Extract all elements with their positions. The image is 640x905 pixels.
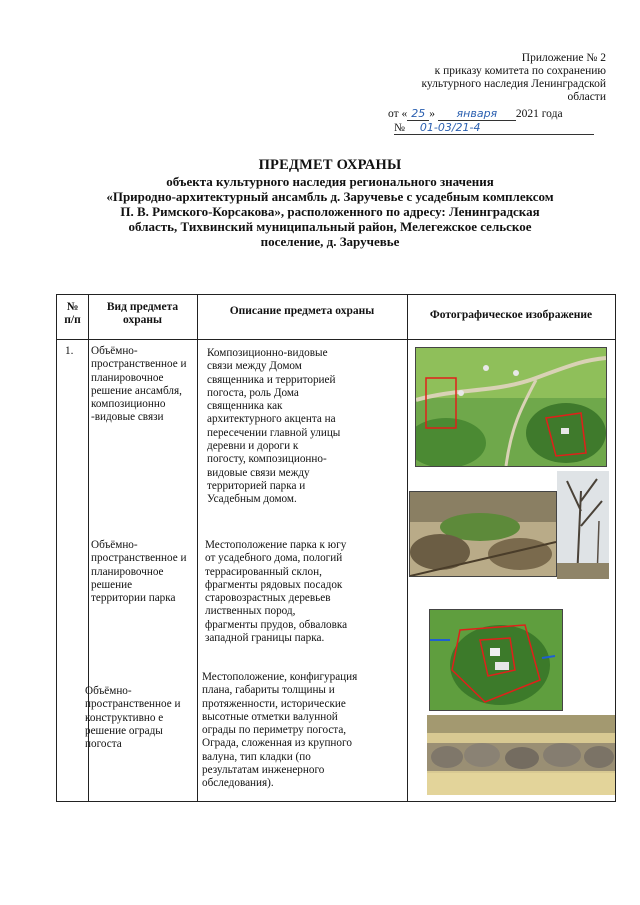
item-description bbox=[205, 539, 405, 645]
type-line: пространственное и bbox=[91, 358, 187, 371]
header-number-line: № bbox=[66, 301, 79, 313]
header-description: Описание предмета охраны bbox=[229, 305, 375, 317]
desc-line: Местоположение, конфигурация bbox=[202, 671, 358, 683]
appendix-line: к приказу комитета по сохранению bbox=[434, 65, 606, 77]
desc-line: Усадебным домом. bbox=[207, 493, 297, 506]
trees-image bbox=[557, 471, 609, 579]
order-number bbox=[394, 121, 594, 135]
table-divider bbox=[57, 339, 615, 340]
type-line: Объёмно- bbox=[91, 539, 138, 551]
desc-line: высотные отметки валунной bbox=[202, 710, 338, 723]
churchyard-map-image bbox=[430, 610, 562, 710]
desc-line: Местоположение парка к югу bbox=[205, 539, 347, 551]
type-line: территории парка bbox=[91, 592, 176, 605]
type-line: планировочное bbox=[91, 371, 164, 384]
type-line: решение ансамбля, bbox=[91, 384, 182, 397]
table-divider bbox=[197, 295, 198, 801]
desc-line: валуна, тип кладки (по bbox=[202, 750, 311, 763]
park-slope-image bbox=[410, 492, 556, 576]
header-number bbox=[57, 301, 88, 327]
desc-line: старовозрастных деревьев bbox=[205, 592, 331, 605]
date-year: 2021 года bbox=[515, 108, 563, 120]
title-line: «Природно-архитектурный ансамбль д. Заручевье с усадебным комплексом bbox=[106, 189, 554, 204]
item-type bbox=[91, 539, 195, 605]
type-line: Объёмно- bbox=[91, 345, 138, 357]
type-line: конструктивно е bbox=[85, 711, 164, 724]
type-line: пространственное и bbox=[85, 698, 181, 711]
header-type bbox=[88, 301, 197, 327]
desc-line: западной границы парка. bbox=[205, 632, 325, 645]
item-description bbox=[202, 671, 407, 791]
desc-line: от усадебного дома, пологий bbox=[205, 552, 343, 565]
desc-line: лиственных пород, bbox=[205, 605, 296, 618]
desc-line: Композиционно-видовые bbox=[207, 347, 328, 359]
boulder-fence-image bbox=[427, 715, 615, 795]
appendix-line: культурного наследия Ленинградской bbox=[421, 78, 606, 90]
title-line: область, Тихвинский муниципальный район, Мелегежское сельское bbox=[128, 219, 532, 234]
item-type bbox=[91, 345, 195, 425]
order-date bbox=[388, 107, 618, 121]
header-type-line: охраны bbox=[123, 314, 162, 326]
boulder-fence-photo bbox=[427, 715, 615, 795]
item-description bbox=[207, 347, 407, 507]
desc-line: видовые связи между bbox=[207, 466, 310, 479]
date-day: 25 bbox=[407, 107, 429, 121]
type-line: планировочное bbox=[91, 565, 164, 578]
desc-line: священника и территорией bbox=[207, 373, 336, 386]
header-photo: Фотографическое изображение bbox=[429, 309, 593, 321]
desc-line: Ограда, сложенная из крупного bbox=[202, 737, 352, 750]
desc-line: террасированный склон, bbox=[205, 565, 322, 578]
appendix-line: области bbox=[567, 91, 606, 103]
desc-line: деревни и дороги к bbox=[207, 440, 299, 453]
desc-line: пересечении главной улицы bbox=[207, 426, 341, 439]
title-main: ПРЕДМЕТ ОХРАНЫ bbox=[258, 157, 402, 173]
trees-photo bbox=[557, 471, 609, 579]
desc-line: погоста, роль Дома bbox=[207, 386, 299, 399]
type-line: пространственное и bbox=[91, 552, 187, 565]
desc-line: архитектурного акцента на bbox=[207, 413, 336, 426]
desc-line: результатам инженерного bbox=[202, 764, 325, 777]
appendix-block bbox=[366, 52, 606, 104]
header-number-line: п/п bbox=[64, 314, 81, 326]
type-line: решение ограды bbox=[85, 724, 163, 737]
desc-line: плана, габариты толщины и bbox=[202, 684, 335, 697]
type-line: решение bbox=[91, 578, 133, 591]
table-divider bbox=[407, 295, 408, 801]
date-mid: » bbox=[429, 108, 435, 120]
desc-line: протяженности, исторические bbox=[202, 697, 346, 710]
desc-line: фрагменты прудов, обваловка bbox=[205, 618, 348, 631]
aerial-map-image bbox=[416, 348, 606, 466]
churchyard-map-photo bbox=[429, 609, 563, 711]
document-title bbox=[60, 157, 600, 249]
date-prefix: от « bbox=[388, 108, 408, 120]
row-number: 1. bbox=[65, 345, 74, 357]
desc-line: священника как bbox=[207, 400, 283, 413]
title-line: объекта культурного наследия регионального значения bbox=[166, 174, 494, 189]
desc-line: обследования). bbox=[202, 777, 274, 790]
desc-line: связи между Домом bbox=[207, 360, 302, 373]
desc-line: ограды по периметру погоста, bbox=[202, 724, 347, 737]
appendix-line: Приложение № 2 bbox=[521, 52, 606, 64]
number-prefix: № bbox=[394, 122, 405, 134]
type-line: композиционно bbox=[91, 398, 166, 411]
desc-line: территорией парка и bbox=[207, 479, 306, 492]
item-type bbox=[85, 685, 195, 751]
park-slope-photo bbox=[409, 491, 557, 577]
type-line: погоста bbox=[85, 738, 122, 751]
desc-line: фрагменты рядовых посадок bbox=[205, 578, 343, 591]
title-line: поселение, д. Заручевье bbox=[260, 234, 400, 249]
number-value: 01-03/21-4 bbox=[419, 121, 481, 134]
type-line: -видовые связи bbox=[91, 411, 164, 424]
protection-table bbox=[56, 294, 616, 802]
type-line: Объёмно- bbox=[85, 685, 132, 697]
aerial-map-photo bbox=[415, 347, 607, 467]
title-line: П. В. Римского-Корсакова», расположенного по адресу: Ленинградская bbox=[120, 204, 540, 219]
header-type-line: Вид предмета bbox=[106, 301, 179, 313]
desc-line: погосту, композиционно- bbox=[207, 453, 327, 466]
date-month: января bbox=[438, 107, 516, 121]
